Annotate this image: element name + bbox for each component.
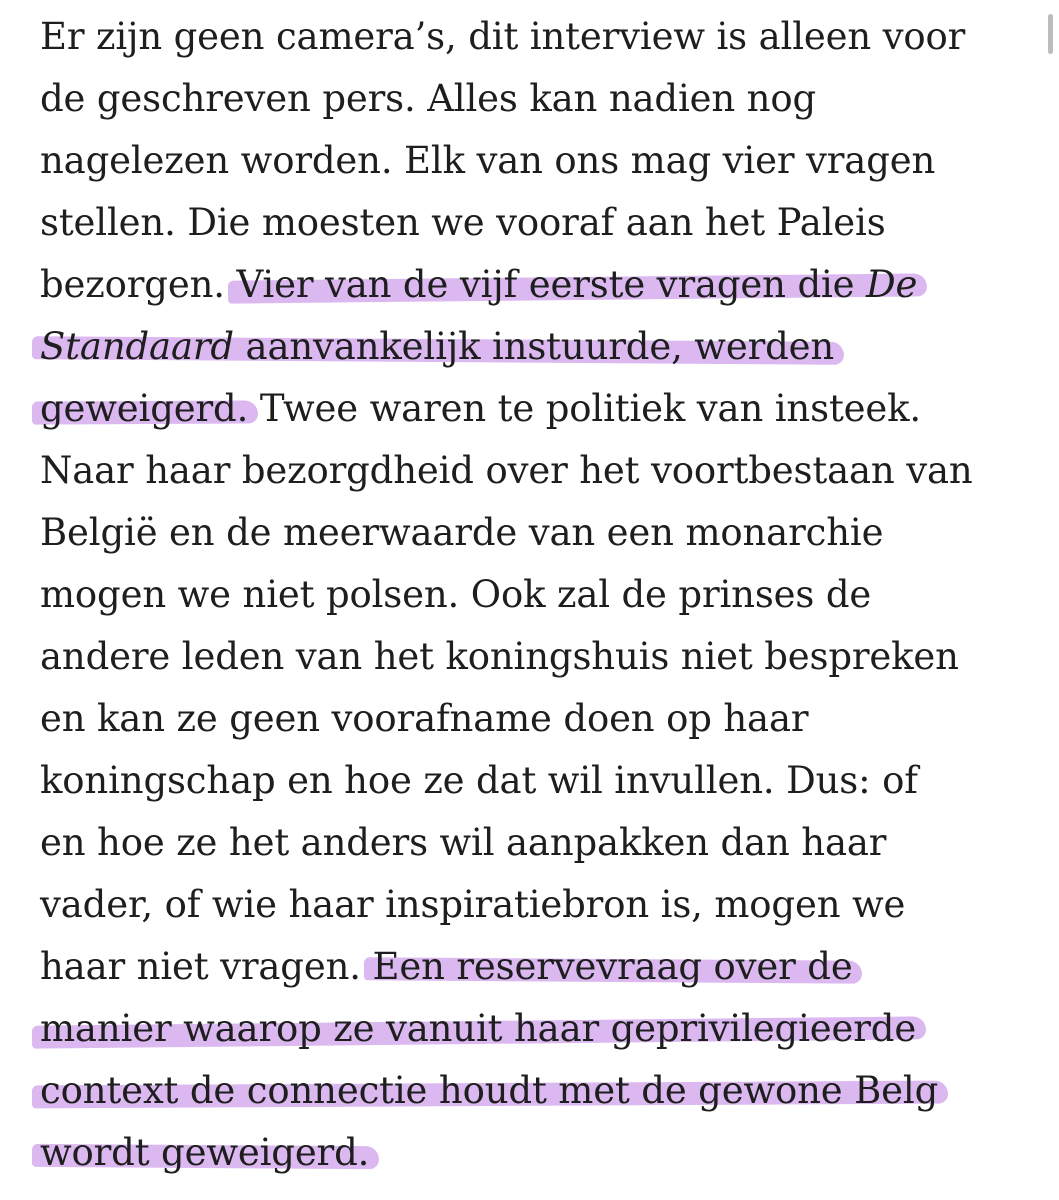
scrollbar[interactable]: [1048, 14, 1053, 54]
text-line: [40, 874, 1040, 936]
highlighted-text: wordt geweigerd.: [40, 1131, 370, 1174]
newspaper-name: Standaard: [40, 325, 234, 368]
highlighted-text: context de connectie houdt met de gewone Belg: [40, 1069, 939, 1112]
text-line: [40, 502, 1040, 564]
text-run: vader, of wie haar inspiratiebron is, mogen we: [40, 883, 906, 926]
text-run: mogen we niet polsen. Ook zal de prinses de: [40, 573, 872, 616]
highlighted-text: geweigerd.: [40, 387, 249, 430]
highlighted-text: manier waarop ze vanuit haar geprivilegieerde: [40, 1007, 917, 1050]
article-paragraph: [40, 6, 1040, 1184]
newspaper-name: De: [866, 263, 918, 306]
text-run: Er zijn geen camera’s, dit interview is alleen voor: [40, 15, 966, 58]
text-line: [40, 6, 1040, 68]
text-run: bezorgen.: [40, 263, 237, 306]
text-run: haar niet vragen.: [40, 945, 373, 988]
text-run: nagelezen worden. Elk van ons mag vier vragen: [40, 139, 936, 182]
text-line: [40, 688, 1040, 750]
highlighted-text: Een reservevraag over de: [372, 945, 853, 988]
text-line: [40, 316, 1040, 378]
text-run: en hoe ze het anders wil aanpakken dan haar: [40, 821, 887, 864]
text-line: [40, 564, 1040, 626]
text-line: [40, 1122, 1040, 1184]
highlighted-text: [40, 325, 834, 368]
text-line: [40, 936, 1040, 998]
text-run: Naar haar bezorgdheid over het voortbestaan van: [40, 449, 973, 492]
text-line: [40, 192, 1040, 254]
text-line: [40, 440, 1040, 502]
text-run: Vier van de vijf eerste vragen die: [236, 263, 867, 306]
text-line: [40, 254, 1040, 316]
text-run: en kan ze geen voorafname doen op haar: [40, 697, 809, 740]
text-line: [40, 378, 1040, 440]
text-line: [40, 1060, 1040, 1122]
highlighted-text: [236, 263, 917, 306]
text-run: aanvankelijk instuurde, werden: [233, 325, 835, 368]
text-run: koningschap en hoe ze dat wil invullen. Dus: of: [40, 759, 918, 802]
text-line: [40, 812, 1040, 874]
text-run: België en de meerwaarde van een monarchie: [40, 511, 884, 554]
text-line: [40, 998, 1040, 1060]
text-line: [40, 750, 1040, 812]
text-run: andere leden van het koningshuis niet bespreken: [40, 635, 959, 678]
text-line: [40, 626, 1040, 688]
text-line: [40, 130, 1040, 192]
text-line: [40, 68, 1040, 130]
text-run: stellen. Die moesten we vooraf aan het Paleis: [40, 201, 886, 244]
text-run: Twee waren te politiek van insteek.: [248, 387, 922, 430]
text-run: de geschreven pers. Alles kan nadien nog: [40, 77, 817, 120]
